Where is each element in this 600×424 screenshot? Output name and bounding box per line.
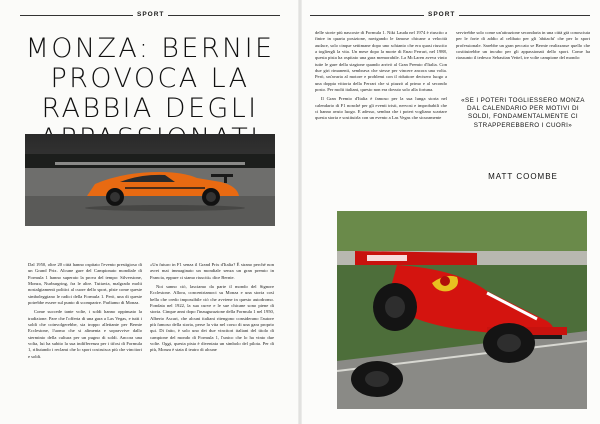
article-column-4 (456, 30, 590, 65)
section-label-right: SPORT (424, 11, 459, 18)
paragraph: Come succede tante volte, i soldi hanno oppinuato la tradizione. Pare che l'offerta di una gara a Las Vegas, e tutti i soldi che coinvolgerebbe, sia troppo allettante per Bernie Ecclestone, l'uomo che si alimenta e sopravvive dallo sterminio della cultura per un pugno di soldi. Ancora una volta, lui ha subito la sua indifferenza per i tifosi di Formula 1, rifiutando i reclami che lo sport costruisca più che vincitori e soldi. (28, 309, 142, 359)
paragraph: Noi sanno ciò, lasciamo da parte il mondo del Signore Ecclestone. Allora, concentriamoci su Monza e una storia così bella che credo impossibile ciò che avviene in questo autodromo. Fondata nel 1922, la sua curve e le sue chicane sono piene di storia. Cinque anni dopo l'inaugurazione della Formula 1 nel 1950, Alberto Ascari, che alcuni italiani ritengono considerano l'autore più famoso della storia, perse la vita nel corso di una gara proprio qui. Di fatto, è solo uno dei due vincitori italiani del titolo di campione del mondo di Formula 1, l'unico che lo ha vinto due volte. Oggi, questa pista è diventata un simbolo del pilota. Per di più, Monza è stata il teatro di alcune (150, 284, 274, 353)
paragraph: delle storie più nascoste di Formula 1. Niki Lauda nel 1974 è riuscito a finire in quarta posizione, navigando le famose chicane a velocità audace, solo cinque settimane dopo uno schianto che era quasi riuscito a togliergli la vita. Un mese dopo la morte di Enzo Ferrari, nel 1988, questa pista ha ospitato una gara memorabile. La McLaren aveva vinto tutte le gare della stagione quando arrivò al Gran Premio d'Italia. Con due giri rimanenti, sembrava che stesse per vincere ancora una volta. Però, un'avaria al motore e problemi con il riduttore decisero luogo a una doppia vittoria della Ferrari che si piazzò al primo e al secondo posto. Per molti italiani, questo non era dovuto solo alla fortuna. (315, 30, 447, 93)
section-label-left: SPORT (133, 11, 168, 18)
article-column-1 (28, 262, 142, 363)
paragraph: «Un futuro in F1 senza il Grand Prix d'Italia? È strano perché non avrei mai immaginato un mondiale senza un gran premio in Francia, eppure ci siamo riusciti» dice Bernie. (150, 262, 274, 280)
ferrari-f1-photo (337, 211, 587, 409)
paragraph: servirebbe solo come un'attrazione secondaria in una città già conosciuta per le forte di addio al celibato per gli 'abitachi' che per lo sport professionale. Sarebbe un gran peccato se Bernie realizzasse quello che costituirebbe un incubo per gli appassionati dello sport. Come ha riassunto il tedesco Sebastian Vettel, tre volte campione del mondo: (456, 30, 590, 61)
article-column-2 (150, 262, 274, 357)
paragraph: Il Gran Premio d'Italia è famoso per la sua lunga storia nel calendario di F1 nonché per gli eventi tristi, nervosi e improbabili che ci hanno avuto luogo. E adesso, sembra che i poteri vogliano scartare questa storia e sostituirla con un evento a Las Vegas che sicuramente (315, 96, 447, 121)
article-column-3 (315, 30, 447, 125)
article-headline: MONZA: BERNIE PROVOCA LA RABBIA DEGLI (25, 33, 275, 124)
pull-quote: «SE I POTERI TOGLIESSERO MONZA DAL CALENDARIO PER MOTIVI DI SOLDI, FONDAMENTALMENTE CI STRAPPEREBBERO I CUORI» (461, 97, 585, 129)
porsche-photo (25, 134, 275, 226)
paragraph: Dal 1950, oltre 20 città hanno ospitato l'evento prestigioso di un Grand Prix. Alcune gare del Campionato mondiale di Formula 1 hanno superato la prova del tempo: Silverstone, Monza, Nurburgring, fra le altre. Tuttavia, malgrado molti nostalgiamenti politici al cuore dello sport, pìste come queste simboleggiano le radici della Formula 1. Però, una di queste potrebbe essere sul punto di scomparire. Parliamo di Monza. (28, 262, 142, 306)
page-gutter (298, 0, 302, 424)
author-byline: MATT COOMBE (488, 172, 558, 181)
